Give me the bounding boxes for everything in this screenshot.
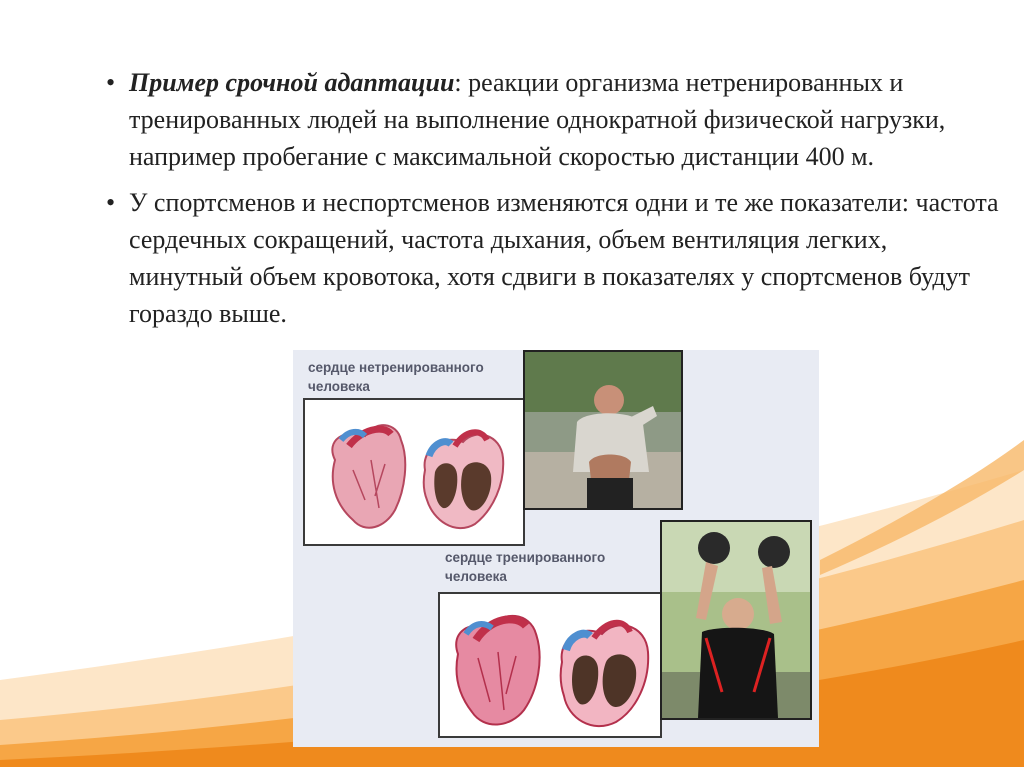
bullet-text: : реакции организма нетренированных и тренированных людей на выполнение однократной физической нагрузки, например пробегание с максимальной скоростью дистанции 400 м.: [129, 68, 946, 171]
bullet-list: [106, 64, 1006, 332]
bullet-marker: •: [106, 188, 116, 217]
untrained-person-photo: [523, 350, 683, 510]
trained-heart-caption: сердце тренированного человека: [445, 550, 606, 584]
bullet-text: У спортсменов и неспортсменов изменяются одни и те же показатели: частота сердечных сокращений, частота дыхания, объем вентиляция легких, минутный объем кровотока, хотя сдвиги в показателях у спортсменов будут гораздо выше.: [129, 188, 999, 328]
untrained-heart-illustration: [303, 398, 525, 546]
trained-heart-illustration: [438, 592, 662, 738]
bullet-item-1: [106, 64, 1006, 175]
bullet-emphasis: Пример срочной адаптации: [129, 68, 455, 97]
trained-athlete-photo: [660, 520, 812, 720]
untrained-heart-caption: сердце нетренированного человека: [308, 360, 484, 394]
heart-comparison-figure: [293, 350, 819, 747]
bullet-item-2: [106, 184, 1006, 332]
bullet-marker: •: [106, 68, 116, 97]
